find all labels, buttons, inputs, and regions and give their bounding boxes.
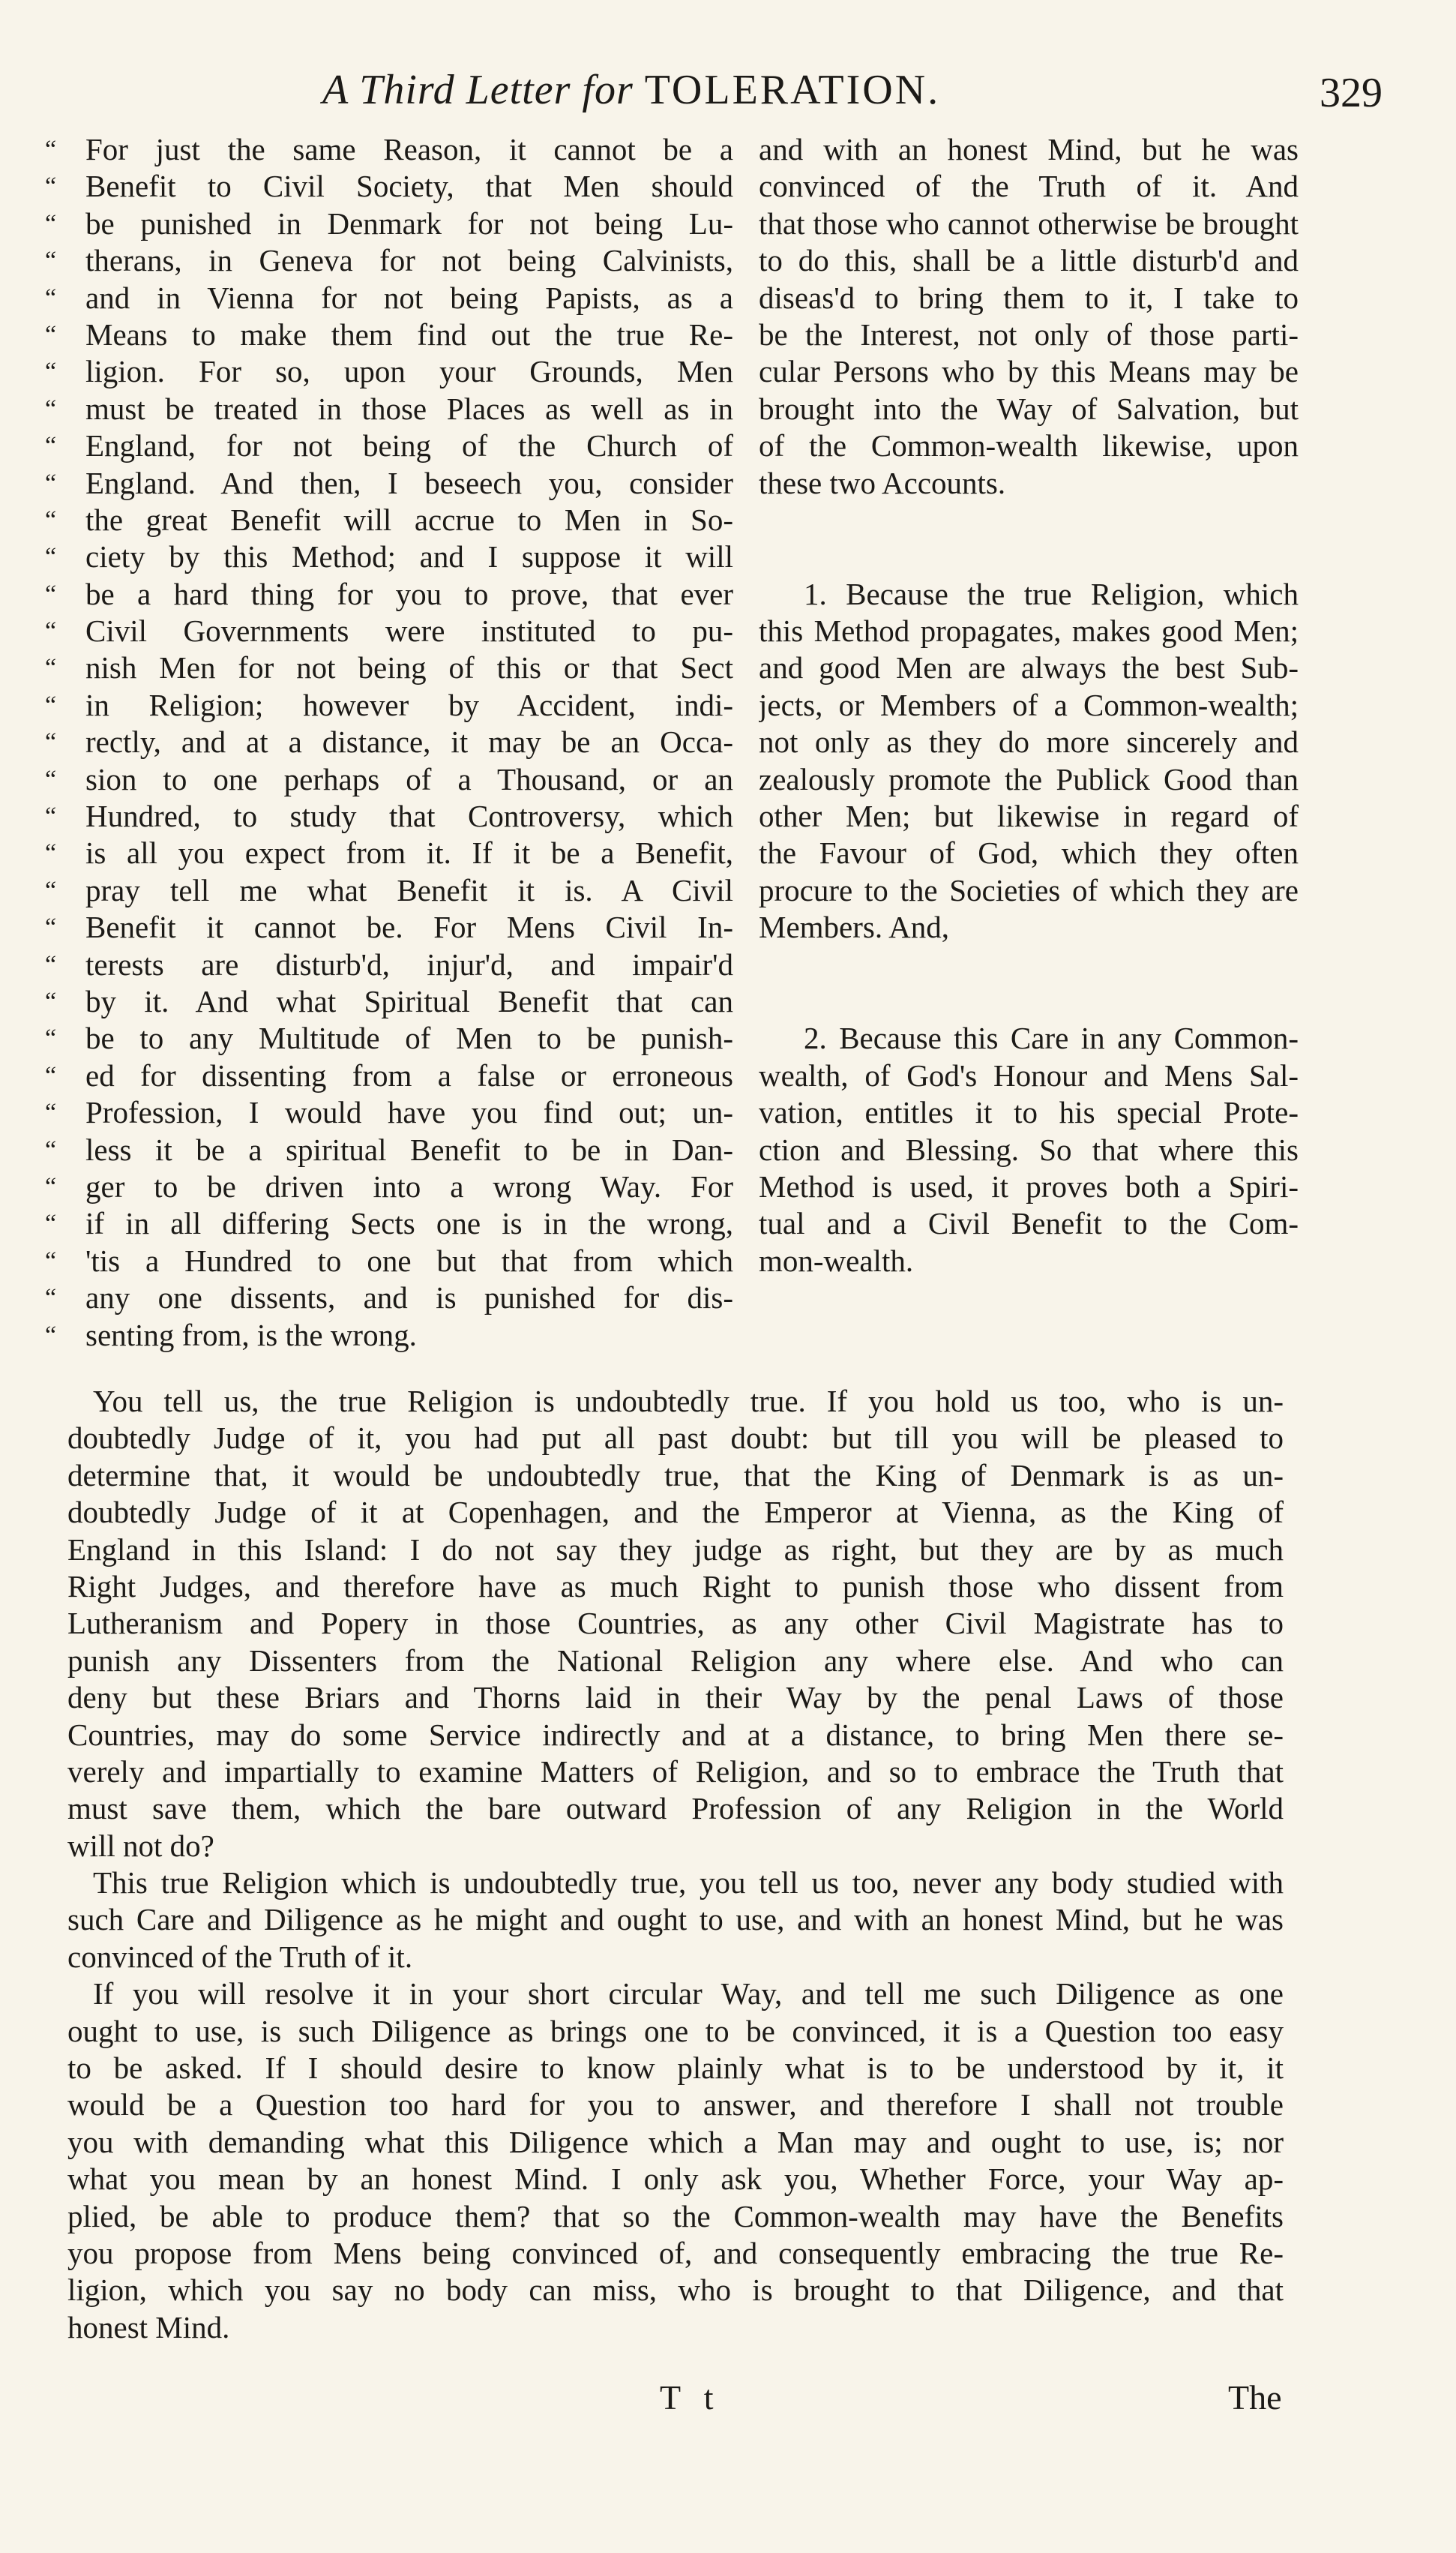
left-column-line (45, 280, 733, 316)
quote-mark: “ (45, 506, 57, 534)
signature-mark: T t (660, 2378, 721, 2416)
quote-mark: “ (45, 765, 57, 794)
body-line: punish any Dissenters from the National Religion any where else. And who can (67, 1642, 1284, 1678)
paragraph-gap (759, 538, 1299, 575)
line-text: be to any Multitude of Men to be punish- (85, 1021, 733, 1056)
body-line: deny but these Briars and Thorns laid in their Way by the penal Laws of those (67, 1680, 1284, 1715)
quote-mark: “ (45, 432, 57, 460)
body-line: England in this Island: I do not say they judge as right, but they are by as much (67, 1532, 1284, 1567)
quote-mark: “ (45, 320, 57, 349)
left-column-line (45, 465, 733, 502)
paragraph-gap (759, 983, 1299, 1020)
quote-mark: “ (45, 1321, 57, 1349)
line-text: therans, in Geneva for not being Calvinists, (85, 243, 733, 278)
left-column-line (45, 1205, 733, 1242)
body-line: to be asked. If I should desire to know plainly what is to be understood by it, it (67, 2050, 1284, 2086)
quote-mark: “ (45, 728, 57, 757)
body-line: Countries, may do some Service indirectly and at a distance, to bring Men there se- (67, 1717, 1284, 1752)
quote-mark: “ (45, 1172, 57, 1201)
body-line: doubtedly Judge of it at Copenhagen, and the Emperor at Vienna, as the King of (67, 1495, 1284, 1530)
body-line: verely and impartially to examine Matters of Religion, and so to embrace the Truth that (67, 1754, 1284, 1789)
left-column-line (45, 131, 733, 168)
line-text: senting from, is the wrong. (85, 1317, 417, 1352)
line-text: ed for dissenting from a false or erroneous (85, 1058, 733, 1093)
left-column-line (45, 650, 733, 686)
left-column-line (45, 687, 733, 724)
left-column-line (45, 1058, 733, 1094)
body-line: ought to use, is such Diligence as brings one to be convinced, it is a Question too easy (67, 2013, 1284, 2048)
quote-mark: “ (45, 543, 57, 572)
body-line: you propose from Mens being convinced of, and consequently embracing the true Re- (67, 2235, 1284, 2270)
right-column-line: brought into the Way of Salvation, but (759, 391, 1299, 426)
quote-mark: “ (45, 987, 57, 1016)
right-column-line: zealously promote the Publick Good than (759, 761, 1299, 796)
left-column-line (45, 1317, 733, 1354)
line-text: any one dissents, and is punished for dis- (85, 1280, 733, 1316)
quote-mark: “ (45, 914, 57, 942)
quote-mark: “ (45, 1246, 57, 1275)
quote-mark: “ (45, 1061, 57, 1090)
line-text: less it be a spiritual Benefit to be in Dan- (85, 1132, 733, 1167)
left-column-line (45, 428, 733, 464)
right-column-line: not only as they do more sincerely and (759, 724, 1299, 760)
quote-mark: “ (45, 1284, 57, 1312)
quote-mark: “ (45, 1136, 57, 1164)
body-line: plied, be able to produce them? that so the Common-wealth may have the Benefits (67, 2198, 1284, 2234)
left-column-line (45, 1243, 733, 1280)
right-column-line: that those who cannot otherwise be brought (759, 206, 1299, 241)
quote-mark: “ (45, 876, 57, 904)
body-line: must save them, which the bare outward Profession of any Religion in the World (67, 1791, 1284, 1826)
line-text: by it. And what Spiritual Benefit that can (85, 983, 733, 1018)
left-column-line (45, 1132, 733, 1168)
left-column-line (45, 613, 733, 650)
body-line: doubtedly Judge of it, you had put all past doubt: but till you will be pleased to (67, 1420, 1284, 1456)
left-column-line (45, 1020, 733, 1057)
body-line: You tell us, the true Religion is undoubtedly true. If you hold us too, who is un- (93, 1384, 1284, 1418)
line-text: the great Benefit will accrue to Men in So- (85, 502, 733, 537)
right-column-line: the Favour of God, which they often (759, 836, 1299, 871)
left-column-line (45, 835, 733, 872)
right-column-quotation (759, 131, 1299, 1280)
right-column-line: and good Men are always the best Sub- (759, 650, 1299, 686)
right-column-line: wealth, of God's Honour and Mens Sal- (759, 1058, 1299, 1093)
quote-mark: “ (45, 209, 57, 238)
line-text: and in Vienna for not being Papists, as a (85, 280, 733, 315)
left-column-line (45, 206, 733, 242)
left-column-line (45, 353, 733, 390)
right-column-line: 1. Because the true Religion, which (804, 576, 1299, 611)
running-head-caps: TOLERATION. (644, 67, 941, 113)
quote-mark: “ (45, 247, 57, 275)
body-line: If you will resolve it in your short circular Way, and tell me such Diligence as one (93, 1976, 1284, 2012)
body-line: convinced of the Truth of it. (67, 1939, 413, 1974)
body-line: Lutheranism and Popery in those Countries, as any other Civil Magistrate has to (67, 1606, 1284, 1641)
quote-mark: “ (45, 617, 57, 646)
line-text: England. And then, I beseech you, consider (85, 465, 733, 500)
line-text: if in all differing Sects one is in the wrong, (85, 1206, 733, 1241)
quote-mark: “ (45, 691, 57, 719)
left-column-line (45, 724, 733, 760)
right-column-line: other Men; but likewise in regard of (759, 799, 1299, 834)
right-column-line: Members. And, (759, 910, 949, 945)
right-column-line: tual and a Civil Benefit to the Com- (759, 1206, 1299, 1241)
right-column-line: jects, or Members of a Common-wealth; (759, 687, 1299, 722)
line-text: be a hard thing for you to prove, that ever (85, 576, 733, 611)
right-column-line: cular Persons who by this Means may be (759, 354, 1299, 389)
right-column-line: be the Interest, not only of those parti- (759, 316, 1299, 352)
line-text: Profession, I would have you find out; un- (85, 1095, 733, 1130)
right-column-line: mon-wealth. (759, 1243, 914, 1278)
line-text: England, for not being of the Church of (85, 428, 733, 464)
left-column-line (45, 1280, 733, 1316)
body-line: such Care and Diligence as he might and ought to use, and with an honest Mind, but he was (67, 1902, 1284, 1937)
body-line: ligion, which you say no body can miss, who is brought to that Diligence, and that (67, 2272, 1284, 2308)
quote-mark: “ (45, 1210, 57, 1238)
line-text: in Religion; however by Accident, indi- (85, 687, 733, 722)
body-line: This true Religion which is undoubtedly true, you tell us too, never any body studied with (93, 1865, 1284, 1900)
page-number: 329 (1320, 70, 1383, 116)
right-column-line: this Method propagates, makes good Men; (759, 614, 1299, 649)
quote-mark: “ (45, 1024, 57, 1053)
left-column-line (45, 1094, 733, 1131)
body-line: honest Mind. (67, 2309, 230, 2344)
body-line: you with demanding what this Diligence which a Man may and ought to use, is; nor (67, 2124, 1284, 2159)
left-column-line (45, 872, 733, 909)
body-line: Right Judges, and therefore have as much Right to punish those who dissent from (67, 1568, 1284, 1604)
line-text: ciety by this Method; and I suppose it will (85, 539, 733, 574)
left-column-line (45, 576, 733, 613)
line-text: Benefit it cannot be. For Mens Civil In- (85, 910, 733, 945)
quote-mark: “ (45, 469, 57, 497)
line-text: Civil Governments were instituted to pu- (85, 614, 733, 649)
left-column-line (45, 502, 733, 538)
quote-mark: “ (45, 394, 57, 423)
left-column-line (45, 168, 733, 205)
line-text: is all you expect from it. If it be a Benefit, (85, 836, 733, 871)
left-column-line (45, 316, 733, 353)
right-column-line: diseas'd to bring them to it, I take to (759, 280, 1299, 315)
body-line: will not do? (67, 1828, 214, 1863)
quote-mark: “ (45, 580, 57, 608)
running-head-title: A Third Letter for (322, 67, 634, 113)
right-column-line: ction and Blessing. So that where this (759, 1132, 1299, 1167)
paragraph-gap (759, 946, 1299, 983)
right-column-line: Method is used, it proves both a Spiri- (759, 1168, 1299, 1204)
quote-mark: “ (45, 654, 57, 682)
line-text: 'tis a Hundred to one but that from which (85, 1243, 733, 1278)
body-line: what you mean by an honest Mind. I only ask you, Whether Force, your Way ap- (67, 2162, 1284, 2197)
body-line: determine that, it would be undoubtedly true, that the King of Denmark is as un- (67, 1457, 1284, 1492)
line-text: ligion. For so, upon your Grounds, Men (85, 354, 733, 389)
left-column-line (45, 1168, 733, 1205)
left-column-line (45, 946, 733, 983)
left-column-line (45, 391, 733, 428)
right-column-line: of the Common-wealth likewise, upon (759, 428, 1299, 464)
paragraph-gap (759, 502, 1299, 538)
line-text: nish Men for not being of this or that Sect (85, 650, 733, 686)
line-text: Benefit to Civil Society, that Men should (85, 169, 733, 204)
left-column-quotation (45, 131, 733, 1354)
quote-mark: “ (45, 1099, 57, 1127)
left-column-line (45, 538, 733, 575)
line-text: rectly, and at a distance, it may be an Occa- (85, 724, 733, 760)
left-column-line (45, 242, 733, 279)
line-text: must be treated in those Places as well as in (85, 391, 733, 426)
left-column-line (45, 909, 733, 946)
line-text: pray tell me what Benefit it is. A Civil (85, 872, 733, 908)
line-text: be punished in Denmark for not being Lu- (85, 206, 733, 241)
right-column-line: 2. Because this Care in any Common- (804, 1021, 1299, 1056)
right-column-line: and with an honest Mind, but he was (759, 132, 1299, 166)
quote-mark: “ (45, 136, 57, 164)
main-text (67, 1384, 1284, 2347)
quote-mark: “ (45, 950, 57, 979)
quote-mark: “ (45, 802, 57, 831)
quote-mark: “ (45, 358, 57, 386)
right-column-line: these two Accounts. (759, 465, 1006, 500)
line-text: terests are disturb'd, injur'd, and impair'd (85, 946, 733, 982)
right-column-line: procure to the Societies of which they are (759, 872, 1299, 908)
quote-mark: “ (45, 172, 57, 201)
line-text: Means to make them find out the true Re- (85, 316, 733, 352)
body-line: would be a Question too hard for you to answer, and therefore I shall not trouble (67, 2087, 1284, 2122)
quote-mark: “ (45, 839, 57, 868)
right-column-line: to do this, shall be a little disturb'd and (759, 243, 1299, 278)
left-column-line (45, 798, 733, 835)
right-column-line: convinced of the Truth of it. And (759, 169, 1299, 204)
catchword: The (1228, 2378, 1282, 2416)
left-column-line (45, 761, 733, 798)
line-text: ger to be driven into a wrong Way. For (85, 1168, 733, 1204)
right-column-line: vation, entitles it to his special Prote- (759, 1095, 1299, 1130)
line-text: Hundred, to study that Controversy, which (85, 799, 733, 834)
quote-mark: “ (45, 284, 57, 312)
line-text: For just the same Reason, it cannot be a (85, 132, 733, 166)
left-column-line (45, 983, 733, 1020)
line-text: sion to one perhaps of a Thousand, or an (85, 761, 733, 796)
running-head (322, 66, 940, 114)
